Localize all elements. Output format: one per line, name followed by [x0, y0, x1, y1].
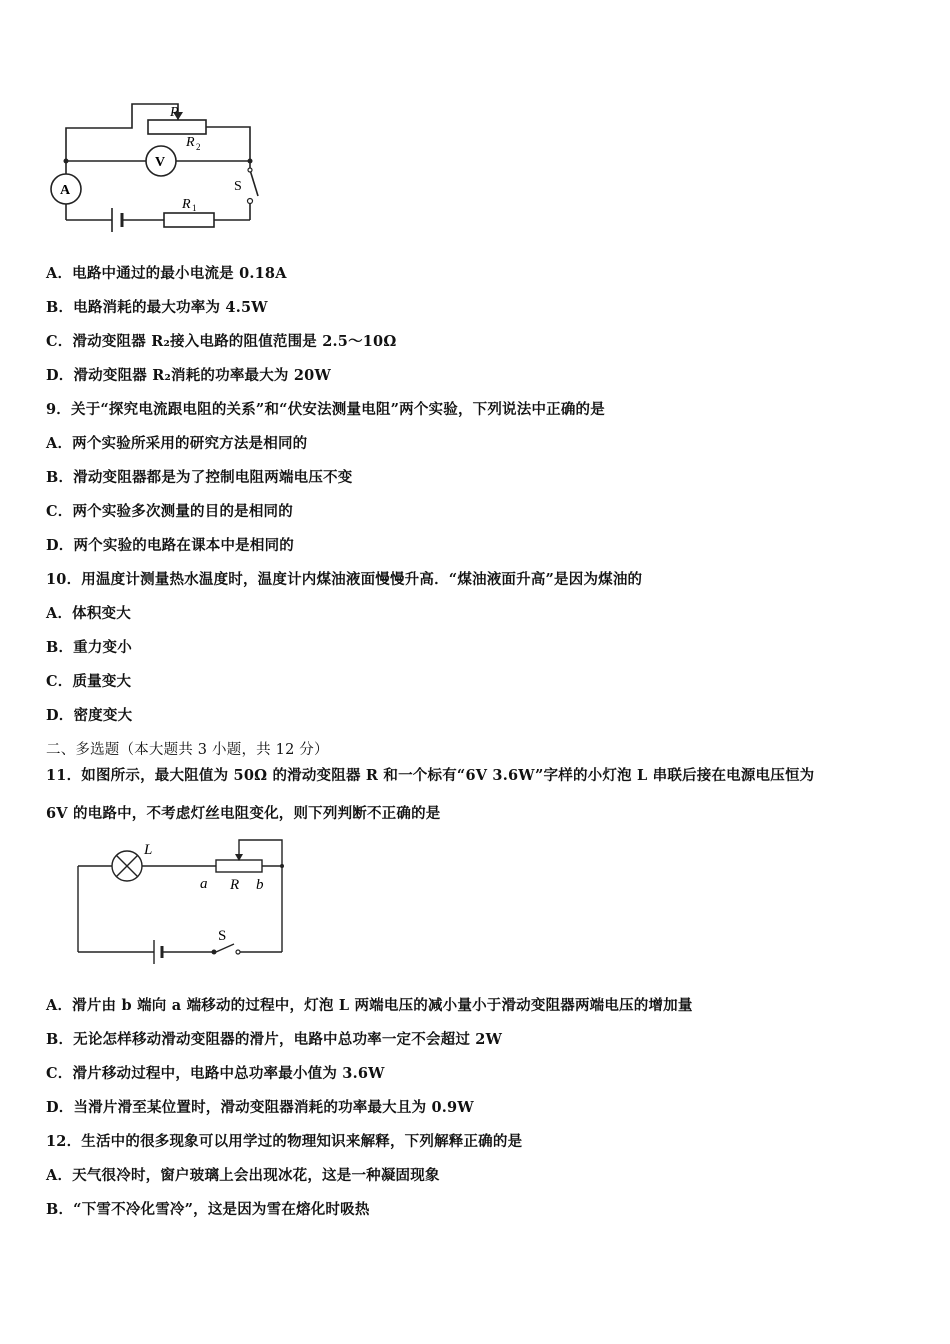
- q12-stem: 12．生活中的很多现象可以用学过的物理知识来解释，下列解释正确的是: [46, 1133, 523, 1150]
- label-r1: R: [182, 197, 191, 212]
- label-r2: R: [186, 135, 195, 150]
- lamp-label: L: [144, 842, 153, 858]
- label-r2-sub: 2: [196, 142, 201, 152]
- q8-option-b: B．电路消耗的最大功率为 4.5W: [46, 299, 268, 316]
- section-title-multi-choice: 二、多选题（本大题共 3 小题，共 12 分）: [46, 742, 329, 758]
- switch-label: S: [218, 928, 227, 944]
- q8-option-d: D．滑动变阻器 R₂消耗的功率最大为 20W: [46, 367, 331, 384]
- q10-option-d: D．密度变大: [46, 707, 133, 724]
- q9-option-c: C．两个实验多次测量的目的是相同的: [46, 503, 293, 520]
- end-a-label: a: [200, 876, 208, 892]
- q10-option-c: C．质量变大: [46, 673, 132, 690]
- circuit-diagram-2: [70, 836, 290, 966]
- q10-option-b: B．重力变小: [46, 639, 132, 656]
- q8-option-c: C．滑动变阻器 R₂接入电路的阻值范围是 2.5～10Ω: [46, 333, 397, 350]
- q9-stem: 9．关于“探究电流跟电阻的关系”和“伏安法测量电阻”两个实验，下列说法中正确的是: [46, 401, 605, 418]
- q11-option-c: C．滑片移动过程中，电路中总功率最小值为 3.6W: [46, 1065, 385, 1082]
- q12-option-b: B．“下雪不冷化雪冷”，这是因为雪在熔化时吸热: [46, 1201, 370, 1218]
- rheostat-label: R: [230, 877, 240, 893]
- q11-stem-line1: 11．如图所示，最大阻值为 50Ω 的滑动变阻器 R 和一个标有“6V 3.6W”字样的小灯泡 L 串联后接在电源电压恒为: [46, 767, 815, 784]
- label-p: P: [170, 105, 179, 120]
- label-r1-sub: 1: [192, 203, 197, 213]
- q10-stem: 10．用温度计测量热水温度时，温度计内煤油液面慢慢升高．“煤油液面升高”是因为煤油的: [46, 571, 643, 588]
- q10-option-a: A．体积变大: [46, 605, 131, 622]
- switch-label: S: [234, 179, 242, 194]
- q8-option-a: A．电路中通过的最小电流是 0.18A: [46, 265, 287, 282]
- q9-option-d: D．两个实验的电路在课本中是相同的: [46, 537, 294, 554]
- q9-option-a: A．两个实验所采用的研究方法是相同的: [46, 435, 308, 452]
- ammeter-label: A: [60, 183, 71, 198]
- end-b-label: b: [256, 877, 264, 893]
- q11-option-b: B．无论怎样移动滑动变阻器的滑片，电路中总功率一定不会超过 2W: [46, 1031, 503, 1048]
- q11-option-d: D．当滑片滑至某位置时，滑动变阻器消耗的功率最大且为 0.9W: [46, 1099, 474, 1116]
- q11-option-a: A．滑片由 b 端向 a 端移动的过程中，灯泡 L 两端电压的减小量小于滑动变阻器两端电压的增加量: [46, 997, 693, 1014]
- circuit-diagram-1: [44, 98, 270, 244]
- q12-option-a: A．天气很冷时，窗户玻璃上会出现冰花，这是一种凝固现象: [46, 1167, 440, 1184]
- q11-stem-line2: 6V 的电路中，不考虑灯丝电阻变化，则下列判断不正确的是: [46, 805, 441, 822]
- voltmeter-label: V: [155, 155, 166, 170]
- q9-option-b: B．滑动变阻器都是为了控制电阻两端电压不变: [46, 469, 353, 486]
